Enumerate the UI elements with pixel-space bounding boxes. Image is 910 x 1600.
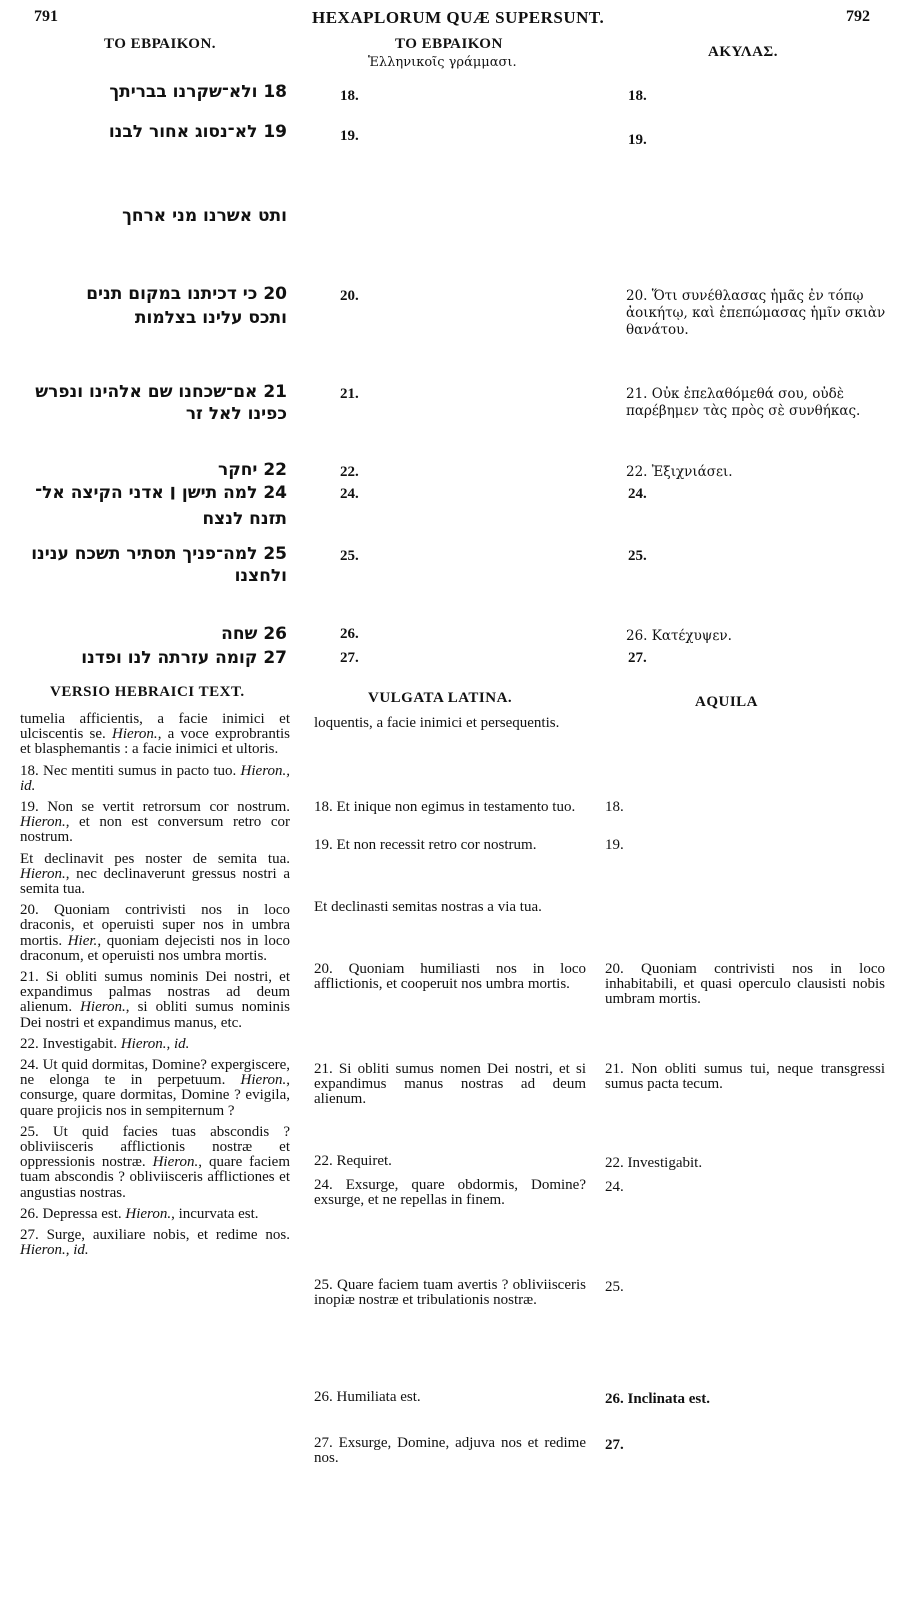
versio-paragraph: 20. Quoniam contrivisti nos in loco draconis, et operuisti super nos in umbra mortis. Hier., quoniam dejecisti nos in loco draconum, et operuisti nos umbra mortis. (20, 902, 290, 964)
aquila-paragraph: 27. (605, 1437, 624, 1453)
verse-number: 26. (340, 626, 359, 642)
aquila-paragraph: 19. (605, 837, 624, 853)
greek-aquila-text: 20. Ὅτι συνέθλασας ἡμᾶς ἐν τόπῳ ἀοικήτῳ, καὶ ἐπεπώμασας ἡμῖν σκιὰν θανάτου. (626, 288, 886, 338)
hebrew-line: 25 למה־פניך תסתיר תשכח ענינו (31, 544, 287, 564)
greek-aquila-text: 26. Κατέχυψεν. (626, 628, 732, 644)
hebrew-line: 27 קומה עזרתה לנו ופדנו (81, 648, 287, 668)
aquila-paragraph: 24. (605, 1179, 624, 1195)
vulgata-paragraph: 20. Quoniam humiliasti nos in loco afflictionis, et cooperuit nos umbra mortis. (314, 961, 586, 993)
vulgata-paragraph: 22. Requiret. (314, 1153, 392, 1169)
verse-number: 18. (340, 88, 359, 104)
versio-column (20, 712, 290, 1265)
greek-aquila-text: 21. Οὐκ ἐπελαθόμεθά σου, οὐδὲ παρέβημεν τὰς πρὸς σὲ συνθήκας. (626, 386, 861, 419)
page-number-right: 792 (846, 8, 870, 25)
vulgata-paragraph: 27. Exsurge, Domine, adjuva nos et redime nos. (314, 1435, 586, 1467)
hebrew-line: 20 כי דכיתנו במקום תנים (86, 284, 287, 304)
versio-paragraph: 26. Depressa est. Hieron., incurvata est. (20, 1205, 259, 1222)
page-number-left: 791 (34, 8, 58, 25)
col-versio-title: VERSIO HEBRAICI TEXT. (50, 684, 245, 700)
versio-paragraph: 21. Si obliti sumus nominis Dei nostri, et expandimus palmas nostras ad deum alienum. Hieron., si obliti sumus nominis Dei nostri et expandimus manus, etc. (20, 969, 290, 1031)
hebrew-line: ולחצנו (234, 566, 287, 586)
versio-paragraph: 22. Investigabit. Hieron., id. (20, 1035, 190, 1052)
vulgata-paragraph: 19. Et non recessit retro cor nostrum. (314, 837, 537, 853)
aquila-paragraph: 26. Inclinata est. (605, 1391, 710, 1407)
col-transliteration-subtitle: Ἑλληνικοῖς γράμμασι. (368, 55, 517, 70)
versio-paragraph: Et declinavit pes noster de semita tua. Hieron., nec declinaverunt gressus nostri a semita tua. (20, 850, 290, 898)
versio-paragraph: 25. Ut quid facies tuas abscondis ? obliviisceris afflictionis nostræ et oppressionis nostræ. Hieron., quare faciem tuam abscondis ? obliviisceris afflictiones et angustias nostras. (20, 1123, 290, 1201)
vulgata-paragraph: 21. Si obliti sumus nomen Dei nostri, et si expandimus manus nostras ad deum alienum. (314, 1061, 586, 1108)
col-transliteration-title: ΤΟ ΕΒΡΑΙΚΟΝ (395, 36, 503, 52)
verse-number: 25. (628, 548, 647, 564)
aquila-paragraph: 25. (605, 1279, 624, 1295)
vulgata-paragraph: 18. Et inique non egimus in testamento tuo. (314, 799, 576, 815)
verse-number: 24. (628, 486, 647, 502)
versio-paragraph: 18. Nec mentiti sumus in pacto tuo. Hieron., id. (20, 762, 290, 794)
col-vulgata-title: VULGATA LATINA. (368, 690, 513, 706)
hebrew-line: 22 יחקר (217, 460, 287, 480)
verse-number: 19. (340, 128, 359, 144)
hebrew-line: 26 שחה (221, 624, 287, 644)
verse-number: 21. (340, 386, 359, 402)
versio-paragraph: 24. Ut quid dormitas, Domine? expergiscere, ne elonga te in perpetuum. Hieron., consurge, quare dormitas, Domine ? evigila, quare projicis nos in sempiternum ? (20, 1057, 290, 1119)
col-aquila-greek-title: ΑΚΥΛΑΣ. (708, 44, 778, 60)
running-title: HEXAPLORUM QUÆ SUPERSUNT. (312, 8, 605, 27)
verse-number: 27. (340, 650, 359, 666)
verse-number: 27. (628, 650, 647, 666)
versio-paragraph: 27. Surge, auxiliare nobis, et redime nos. Hieron., id. (20, 1227, 290, 1259)
versio-paragraph: tumelia afficientis, a facie inimici et ulciscentis se. Hieron., a voce exprobrantis et blasphemantis : a facie inimici et ultoris. (20, 711, 290, 758)
verse-number: 25. (340, 548, 359, 564)
vulgata-paragraph: Et declinasti semitas nostras a via tua. (314, 899, 542, 915)
hebrew-line: כפינו לאל זר (185, 404, 287, 424)
hebrew-line: ותכס עלינו בצלמות (134, 308, 287, 328)
hebrew-line: תזנח לנצח (202, 509, 287, 529)
verse-number: 24. (340, 486, 359, 502)
hebrew-line: 21 אם־שכחנו שם אלהינו ונפרש (35, 382, 287, 402)
hebrew-line: 19 לא־נסוג אחור לבנו (108, 122, 287, 142)
vulgata-paragraph: 26. Humiliata est. (314, 1389, 421, 1405)
vulgata-paragraph: loquentis, a facie inimici et persequentis. (314, 715, 560, 731)
hebrew-line: 18 ולא־שקרנו בבריתך (109, 82, 287, 102)
col-aquila-latin-title: AQUILA (695, 694, 759, 710)
col-hebrew-title: ΤΟ ΕΒΡΑΙΚΟΝ. (104, 36, 217, 52)
aquila-paragraph: 18. (605, 799, 624, 815)
aquila-paragraph: 20. Quoniam contrivisti nos in loco inhabitabili, et quasi operculo clausisti nobis umbram mortis. (605, 961, 885, 1008)
vulgata-paragraph: 25. Quare faciem tuam avertis ? obliviisceris inopiæ nostræ et tribulationis nostræ. (314, 1277, 586, 1309)
greek-aquila-text: 22. Ἐξιχνιάσει. (626, 464, 733, 480)
verse-number: 19. (628, 132, 647, 148)
verse-number: 20. (340, 288, 359, 304)
aquila-paragraph: 22. Investigabit. (605, 1155, 703, 1171)
aquila-paragraph: 21. Non obliti sumus tui, neque transgressi sumus pacta tecum. (605, 1061, 885, 1093)
verse-number: 18. (628, 88, 647, 104)
versio-paragraph: 19. Non se vertit retrorsum cor nostrum. Hieron., et non est conversum retro cor nostrum. (20, 799, 290, 846)
vulgata-paragraph: 24. Exsurge, quare obdormis, Domine? exsurge, et ne repellas in finem. (314, 1177, 586, 1209)
verse-number: 22. (340, 464, 359, 480)
hebrew-line: 24 למה תישן ׀ אדני הקיצה אל־ (35, 483, 287, 503)
hebrew-line: ותט אשרנו מני ארחך (122, 206, 287, 226)
